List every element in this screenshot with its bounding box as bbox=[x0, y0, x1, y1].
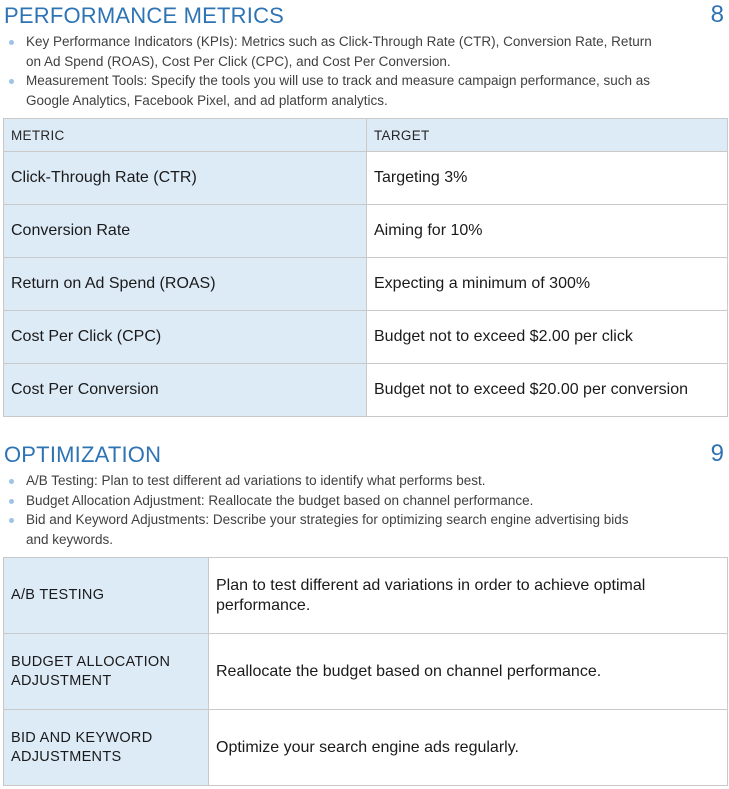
bullet-item bbox=[0, 491, 729, 511]
bullet-dot-icon bbox=[9, 40, 14, 45]
optimization-description-cell: Reallocate the budget based on channel performance. bbox=[209, 634, 728, 710]
metric-cell: Cost Per Conversion bbox=[4, 364, 367, 417]
bullet-item bbox=[0, 71, 729, 110]
metric-cell: Click-Through Rate (CTR) bbox=[4, 152, 367, 205]
bullet-text: Bid and Keyword Adjustments: Describe your strategies for optimizing search engine advertising bids and keywords. bbox=[26, 512, 629, 547]
bullet-text: Budget Allocation Adjustment: Reallocate the budget based on channel performance. bbox=[26, 492, 534, 508]
column-header-target: TARGET bbox=[367, 119, 728, 152]
metrics-table bbox=[3, 118, 728, 417]
bullet-item bbox=[0, 471, 729, 491]
table-row bbox=[4, 311, 728, 364]
target-cell: Budget not to exceed $20.00 per conversion bbox=[367, 364, 728, 417]
optimization-header bbox=[0, 439, 729, 471]
optimization-section bbox=[0, 439, 729, 765]
column-header-metric: METRIC bbox=[4, 119, 367, 152]
optimization-label-cell: A/B TESTING bbox=[4, 558, 209, 634]
bullet-text: Key Performance Indicators (KPIs): Metrics such as Click-Through Rate (CTR), Conversion Rate, Return on Ad Spend (ROAS), Cost Per Click (CPC), and Cost Per Conversion. bbox=[26, 34, 652, 69]
table-row bbox=[4, 205, 728, 258]
table-row bbox=[4, 558, 728, 634]
target-cell: Expecting a minimum of 300% bbox=[367, 258, 728, 311]
table-row bbox=[4, 634, 728, 710]
performance-bullet-list bbox=[0, 32, 729, 110]
performance-title: PERFORMANCE METRICS bbox=[4, 3, 285, 28]
target-cell: Aiming for 10% bbox=[367, 205, 728, 258]
performance-section-number: 8 bbox=[710, 1, 724, 28]
optimization-description-cell: Optimize your search engine ads regularly. bbox=[209, 710, 728, 786]
table-header-row bbox=[4, 119, 728, 152]
target-cell: Targeting 3% bbox=[367, 152, 728, 205]
bullet-item bbox=[0, 510, 729, 549]
metric-cell: Return on Ad Spend (ROAS) bbox=[4, 258, 367, 311]
optimization-bullet-list bbox=[0, 471, 729, 549]
table-row bbox=[4, 258, 728, 311]
metric-cell: Cost Per Click (CPC) bbox=[4, 311, 367, 364]
optimization-title: OPTIMIZATION bbox=[4, 442, 162, 467]
table-row bbox=[4, 710, 728, 786]
table-row bbox=[4, 152, 728, 205]
target-cell: Budget not to exceed $2.00 per click bbox=[367, 311, 728, 364]
table-row bbox=[4, 364, 728, 417]
bullet-dot-icon bbox=[9, 499, 14, 504]
optimization-table bbox=[3, 557, 728, 786]
bullet-text: Measurement Tools: Specify the tools you will use to track and measure campaign performance, such as Google Analytics, Facebook Pixel, and ad platform analytics. bbox=[26, 73, 651, 108]
optimization-description-cell: Plan to test different ad variations in order to achieve optimal performance. bbox=[209, 558, 728, 634]
performance-header bbox=[0, 0, 729, 32]
bullet-dot-icon bbox=[9, 518, 14, 523]
optimization-label-cell: BUDGET ALLOCATION ADJUSTMENT bbox=[4, 634, 209, 710]
bullet-dot-icon bbox=[9, 479, 14, 484]
bullet-item bbox=[0, 32, 729, 71]
optimization-label-cell: BID AND KEYWORD ADJUSTMENTS bbox=[4, 710, 209, 786]
optimization-section-number: 9 bbox=[710, 440, 724, 467]
metric-cell: Conversion Rate bbox=[4, 205, 367, 258]
bullet-text: A/B Testing: Plan to test different ad variations to identify what performs best. bbox=[26, 473, 486, 488]
bullet-dot-icon bbox=[9, 79, 14, 84]
